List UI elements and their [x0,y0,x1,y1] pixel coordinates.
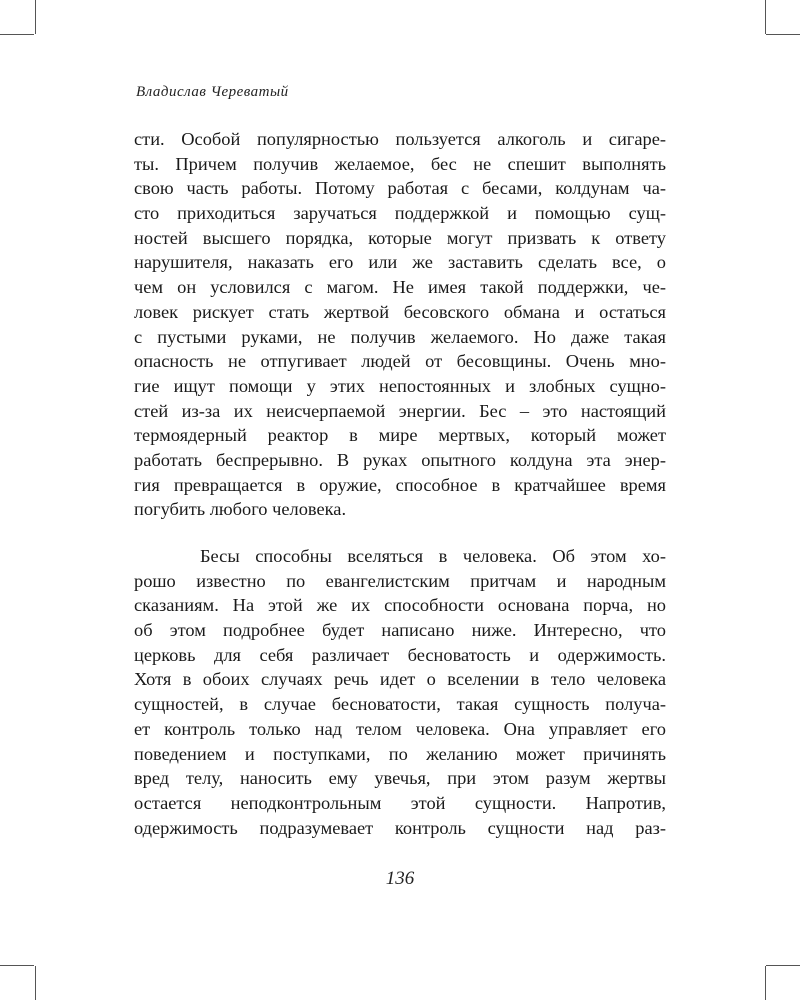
text-line: работать беспрерывно. В руках опытного колдуна эта энер- [134,449,666,470]
text-line: гие ищут помощи у этих непостоянных и злобных сущно- [134,375,666,396]
text-line: стей из-за их неисчерпаемой энергии. Бес – это настоящий [134,400,666,421]
text-line: одержимость подразумевает контроль сущности над раз- [134,817,666,838]
text-line: сущностей, в случае бесноватости, такая сущность получа- [134,694,666,715]
text-line: гия превращается в оружие, способное в кратчайшее время [134,474,666,495]
text-line: погубить любого человека. [134,499,347,520]
text-line: Хотя в обоих случаях речь идет о вселении в тело человека [134,669,666,690]
crop-mark-bottom-right-vertical [765,966,766,1000]
paragraph [134,544,666,840]
crop-mark-top-right-horizontal [766,34,800,35]
text-line: ты. Причем получив желаемое, бес не спешит выполнять [134,153,666,174]
text-line: Бесы способны вселяться в человека. Об этом хо- [200,546,666,566]
text-line: опасность не отпугивает людей от бесовщины. Очень мно- [134,351,666,372]
text-line: ет контроль только над телом человека. Она управляет его [134,718,666,739]
text-line: с пустыми руками, не получив желаемого. Но даже такая [134,326,666,347]
running-head: Владислав Череватый [136,84,289,100]
crop-mark-bottom-left-vertical [35,966,36,1000]
text-line: сти. Особой популярностью пользуется алкоголь и сигаре- [134,129,666,149]
text-line: сказаниям. На этой же их способности основана порча, но [134,595,666,616]
text-line: термоядерный реактор в мире мертвых, который может [134,425,666,446]
text-line: рошо известно по евангелистским притчам и народным [134,570,666,591]
body-text [134,127,666,840]
text-line: сто приходиться заручаться поддержкой и помощью сущ- [134,203,666,224]
text-line: свою часть работы. Потому работая с бесами, колдунам ча- [134,178,666,199]
crop-mark-top-right-vertical [765,0,766,34]
page-number: 136 [385,868,415,889]
text-line: ловек рискует стать жертвой бесовского обмана и остаться [134,301,666,322]
text-line: ностей высшего порядка, которые могут призвать к ответу [134,227,666,248]
text-line: вред телу, наносить ему увечья, при этом разум жертвы [134,768,666,789]
text-line: нарушителя, наказать его или же заставить сделать все, о [134,252,666,273]
text-line: об этом подробнее будет написано ниже. Интересно, что [134,620,666,641]
crop-mark-bottom-left-horizontal [0,965,34,966]
text-line: остается неподконтрольным этой сущности. Напротив, [134,792,666,813]
crop-mark-top-left-vertical [35,0,36,34]
crop-mark-bottom-right-horizontal [766,965,800,966]
paragraph [134,127,666,522]
crop-mark-top-left-horizontal [0,34,34,35]
text-line: церковь для себя различает бесноватость и одержимость. [134,644,666,665]
paragraph-gap [134,522,666,544]
text-line: чем он условился с магом. Не имея такой поддержки, че- [134,277,666,298]
text-line: поведением и поступками, по желанию может причинять [134,743,666,764]
